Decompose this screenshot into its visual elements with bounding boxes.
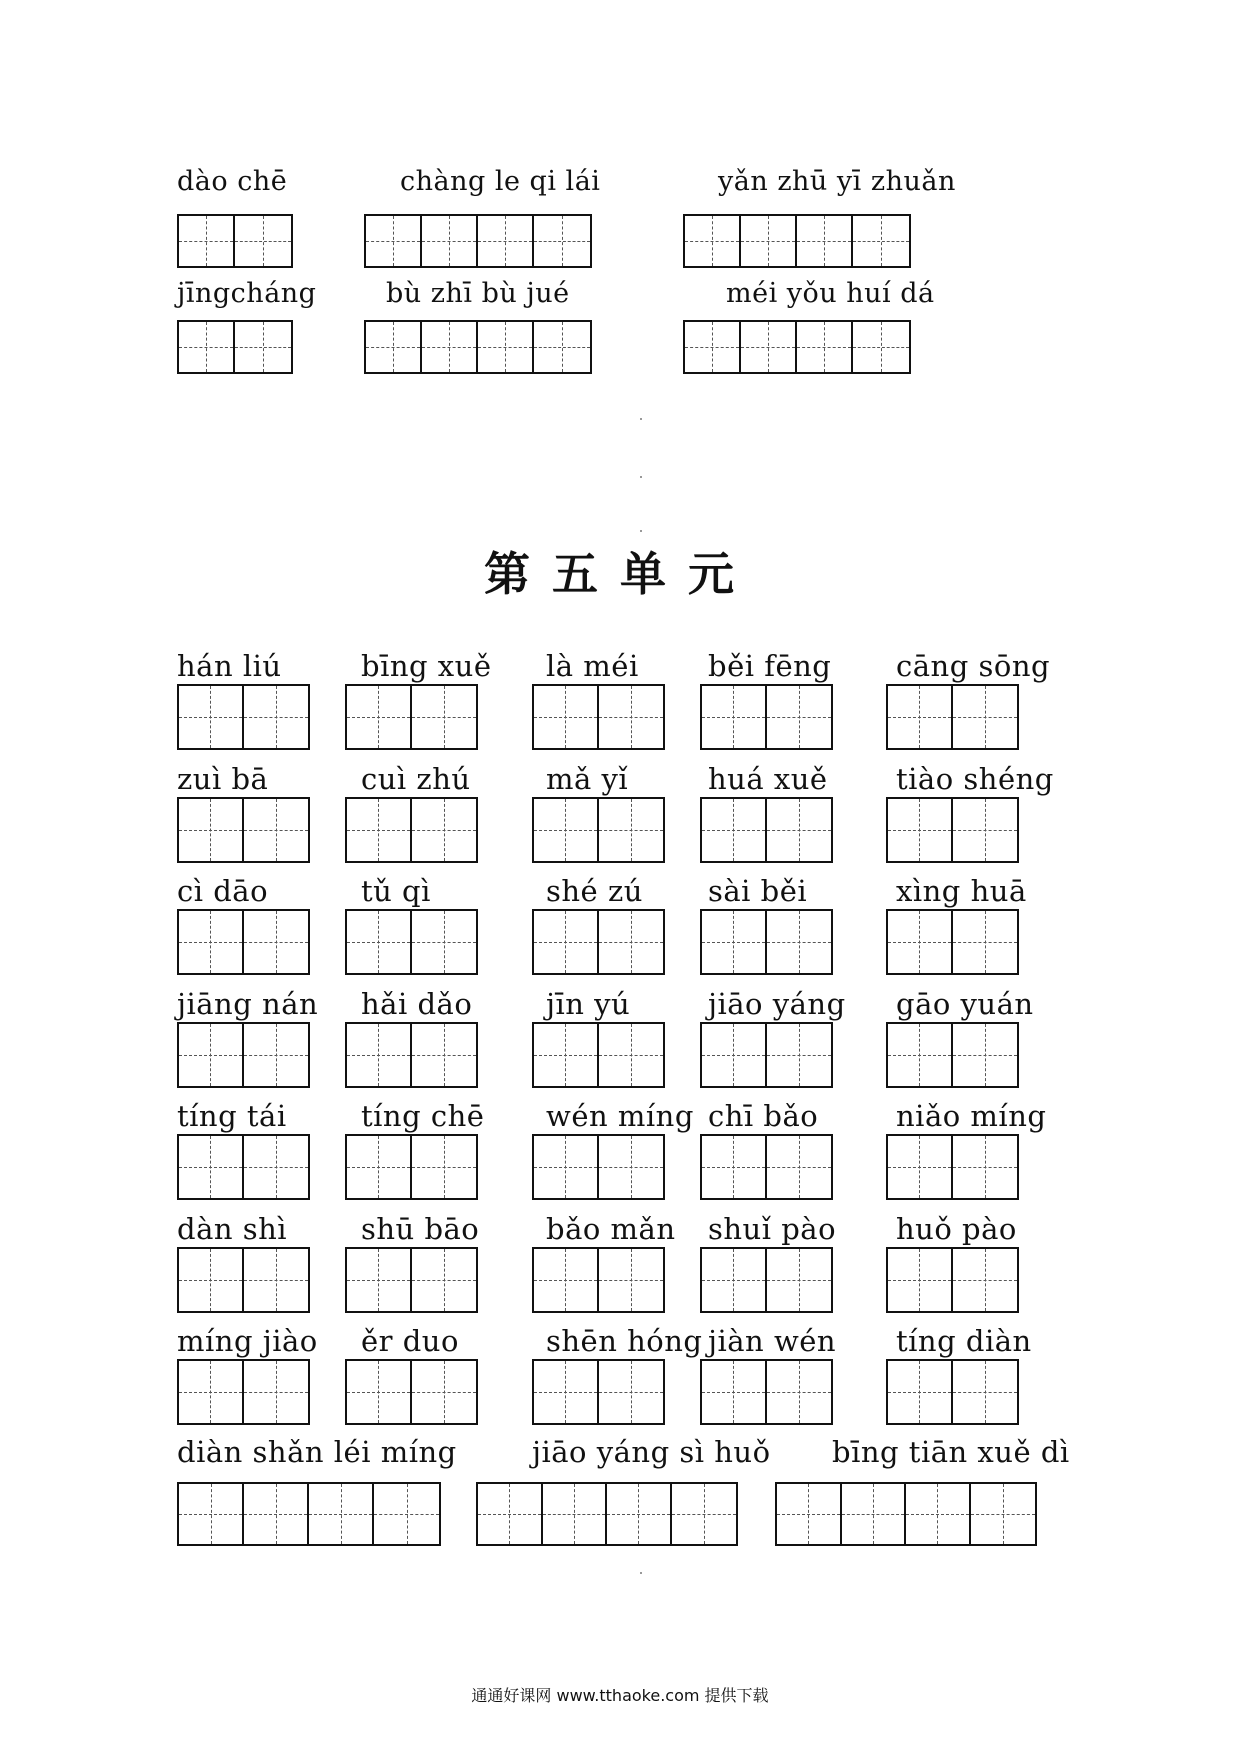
pinyin-label: wén míng [546,1099,694,1133]
grid-cell[interactable] [842,1484,907,1544]
grid-cell[interactable] [412,1361,477,1423]
grid-cell[interactable] [478,1484,543,1544]
grid-cell[interactable] [599,1024,664,1086]
pinyin-label: ěr duo [361,1324,459,1358]
pinyin-label: shū bāo [361,1211,480,1246]
grid-cell[interactable] [702,686,767,748]
writing-grid[interactable] [345,797,478,863]
grid-cell[interactable] [953,686,1018,748]
page-dot [640,1572,642,1574]
grid-cell[interactable] [702,911,767,973]
pinyin-label: míng jiào [177,1324,318,1358]
pinyin-label: hǎi dǎo [361,986,473,1021]
writing-grid[interactable] [532,797,665,863]
pinyin-label: shuǐ pào [708,1211,837,1246]
grid-cell[interactable] [906,1484,971,1544]
writing-grid[interactable] [345,1359,478,1425]
pinyin-label: chī bǎo [708,1099,819,1133]
grid-cell[interactable] [347,1136,412,1198]
grid-cell[interactable] [534,686,599,748]
grid-cell[interactable] [953,1024,1018,1086]
grid-cell[interactable] [777,1484,842,1544]
pinyin-label: xìng huā [896,874,1027,908]
pinyin-label: dào chē [177,166,288,197]
grid-cell[interactable] [244,1024,309,1086]
grid-cell[interactable] [888,911,953,973]
grid-cell[interactable] [244,799,309,861]
grid-cell[interactable] [412,911,477,973]
grid-cell[interactable] [767,1361,832,1423]
grid-cell[interactable] [971,1484,1036,1544]
grid-cell[interactable] [412,686,477,748]
writing-grid[interactable] [345,1134,478,1200]
writing-grid[interactable] [345,909,478,975]
grid-cell[interactable] [244,686,309,748]
grid-cell[interactable] [179,1361,244,1423]
grid-cell[interactable] [534,1249,599,1311]
writing-grid[interactable] [177,1022,310,1088]
writing-grid[interactable] [532,909,665,975]
page-dot [640,476,642,478]
writing-grid[interactable] [683,214,911,268]
grid-cell[interactable] [702,1361,767,1423]
writing-grid[interactable] [700,1359,833,1425]
grid-cell[interactable] [767,911,832,973]
grid-cell[interactable] [534,216,590,266]
grid-cell[interactable] [767,1024,832,1086]
writing-grid[interactable] [345,684,478,750]
grid-cell[interactable] [179,1136,244,1198]
grid-cell[interactable] [599,1249,664,1311]
grid-cell[interactable] [607,1484,672,1544]
grid-cell[interactable] [347,1024,412,1086]
grid-cell[interactable] [853,216,909,266]
pinyin-label: yǎn zhū yī zhuǎn [718,166,956,197]
grid-cell[interactable] [853,322,909,372]
grid-cell[interactable] [412,1249,477,1311]
writing-grid[interactable] [532,1359,665,1425]
grid-cell[interactable] [953,911,1018,973]
pinyin-label: jiāo yáng [708,986,846,1021]
pinyin-label: jiàn wén [708,1324,837,1358]
writing-grid[interactable] [345,1247,478,1313]
pinyin-label: bù zhī bù jué [386,278,570,309]
grid-cell[interactable] [888,1361,953,1423]
writing-grid[interactable] [177,1359,310,1425]
writing-grid[interactable] [700,1022,833,1088]
grid-cell[interactable] [412,1024,477,1086]
grid-cell[interactable] [685,216,741,266]
pinyin-label: cuì zhú [361,761,471,796]
pinyin-label: chàng le qi lái [400,166,601,197]
grid-cell[interactable] [235,216,291,266]
grid-cell[interactable] [244,1136,309,1198]
grid-cell[interactable] [534,1361,599,1423]
writing-grid[interactable] [364,214,592,268]
grid-cell[interactable] [534,322,590,372]
pinyin-label: tiào shéng [896,761,1054,796]
writing-grid[interactable] [700,1134,833,1200]
grid-cell[interactable] [599,911,664,973]
grid-cell[interactable] [478,322,534,372]
grid-cell[interactable] [244,1361,309,1423]
grid-cell[interactable] [179,216,235,266]
grid-cell[interactable] [797,216,853,266]
grid-cell[interactable] [244,911,309,973]
grid-cell[interactable] [599,686,664,748]
grid-cell[interactable] [797,322,853,372]
writing-grid[interactable] [886,684,1019,750]
grid-cell[interactable] [534,911,599,973]
grid-cell[interactable] [347,799,412,861]
grid-cell[interactable] [179,1484,244,1544]
pinyin-label: bīng tiān xuě dì [832,1435,1070,1469]
pinyin-label: tíng tái [177,1099,287,1133]
grid-cell[interactable] [347,1249,412,1311]
pinyin-label: bīng xuě [361,649,492,683]
grid-cell[interactable] [767,799,832,861]
writing-grid[interactable] [700,1247,833,1313]
writing-grid[interactable] [532,1134,665,1200]
grid-cell[interactable] [347,911,412,973]
page-dot [640,530,642,532]
writing-grid[interactable] [177,909,310,975]
footer: 通通好课网 www.tthaoke.com 提供下载 [471,1686,769,1705]
pinyin-label: bǎo mǎn [546,1211,676,1246]
grid-cell[interactable] [179,322,235,372]
grid-cell[interactable] [374,1484,439,1544]
grid-cell[interactable] [888,799,953,861]
grid-cell[interactable] [702,1249,767,1311]
pinyin-label: sài běi [708,874,808,908]
grid-cell[interactable] [702,1136,767,1198]
grid-cell[interactable] [888,1249,953,1311]
pinyin-label: huá xuě [708,761,828,796]
grid-cell[interactable] [244,1249,309,1311]
grid-cell[interactable] [741,322,797,372]
pinyin-label: gāo yuán [896,986,1034,1021]
writing-grid[interactable] [886,1134,1019,1200]
writing-grid[interactable] [476,1482,738,1546]
grid-cell[interactable] [244,1484,309,1544]
pinyin-label: jīn yú [546,986,631,1021]
grid-cell[interactable] [179,799,244,861]
grid-cell[interactable] [888,1136,953,1198]
writing-grid[interactable] [886,1247,1019,1313]
writing-grid[interactable] [683,320,911,374]
grid-cell[interactable] [478,216,534,266]
writing-grid[interactable] [886,1359,1019,1425]
grid-cell[interactable] [767,1249,832,1311]
grid-cell[interactable] [422,216,478,266]
grid-cell[interactable] [599,1361,664,1423]
grid-cell[interactable] [179,911,244,973]
writing-grid[interactable] [177,684,310,750]
writing-grid[interactable] [886,1022,1019,1088]
grid-cell[interactable] [422,322,478,372]
writing-grid[interactable] [886,909,1019,975]
grid-cell[interactable] [685,322,741,372]
grid-cell[interactable] [767,1136,832,1198]
grid-cell[interactable] [347,1361,412,1423]
pinyin-label: zuì bā [177,761,269,796]
pinyin-label: mǎ yǐ [546,761,629,796]
pinyin-label: diàn shǎn léi míng [177,1435,457,1469]
grid-cell[interactable] [741,216,797,266]
grid-cell[interactable] [235,322,291,372]
pinyin-label: běi fēng [708,649,832,683]
pinyin-label: shé zú [546,874,643,908]
grid-cell[interactable] [599,1136,664,1198]
grid-cell[interactable] [767,686,832,748]
writing-grid[interactable] [177,1247,310,1313]
writing-grid[interactable] [532,684,665,750]
grid-cell[interactable] [599,799,664,861]
grid-cell[interactable] [412,1136,477,1198]
pinyin-label: dàn shì [177,1211,288,1246]
pinyin-label: tíng diàn [896,1324,1032,1358]
writing-grid[interactable] [775,1482,1037,1546]
writing-grid[interactable] [177,1482,441,1546]
grid-cell[interactable] [953,1249,1018,1311]
writing-grid[interactable] [177,1134,310,1200]
grid-cell[interactable] [953,1361,1018,1423]
grid-cell[interactable] [366,216,422,266]
pinyin-label: cāng sōng [896,649,1051,683]
pinyin-label: huǒ pào [896,1211,1017,1246]
grid-cell[interactable] [702,1024,767,1086]
pinyin-label: jiāo yáng sì huǒ [532,1435,771,1469]
writing-grid[interactable] [177,214,293,268]
grid-cell[interactable] [179,686,244,748]
writing-grid[interactable] [700,684,833,750]
grid-cell[interactable] [412,799,477,861]
grid-cell[interactable] [953,799,1018,861]
writing-grid[interactable] [700,909,833,975]
grid-cell[interactable] [366,322,422,372]
pinyin-label: tǔ qì [361,874,431,908]
grid-cell[interactable] [702,799,767,861]
grid-cell[interactable] [347,686,412,748]
pinyin-label: là méi [546,649,639,683]
grid-cell[interactable] [953,1136,1018,1198]
grid-cell[interactable] [534,1024,599,1086]
writing-grid[interactable] [532,1247,665,1313]
writing-grid[interactable] [364,320,592,374]
grid-cell[interactable] [179,1249,244,1311]
writing-grid[interactable] [886,797,1019,863]
writing-grid[interactable] [532,1022,665,1088]
writing-grid[interactable] [177,320,293,374]
pinyin-label: hán liú [177,649,282,683]
grid-cell[interactable] [543,1484,608,1544]
pinyin-label: shēn hóng [546,1324,703,1358]
grid-cell[interactable] [534,799,599,861]
grid-cell[interactable] [179,1024,244,1086]
pinyin-label: jiāng nán [177,986,319,1021]
page-dot [640,418,642,420]
pinyin-label: méi yǒu huí dá [726,278,935,309]
grid-cell[interactable] [672,1484,737,1544]
grid-cell[interactable] [888,1024,953,1086]
pinyin-label: niǎo míng [896,1099,1047,1133]
unit-title: 第五单元 [484,547,756,601]
grid-cell[interactable] [888,686,953,748]
writing-grid[interactable] [345,1022,478,1088]
pinyin-label: jīngcháng [177,278,317,309]
pinyin-label: tíng chē [361,1099,485,1133]
pinyin-label: cì dāo [177,874,269,908]
writing-grid[interactable] [700,797,833,863]
writing-grid[interactable] [177,797,310,863]
grid-cell[interactable] [309,1484,374,1544]
grid-cell[interactable] [534,1136,599,1198]
